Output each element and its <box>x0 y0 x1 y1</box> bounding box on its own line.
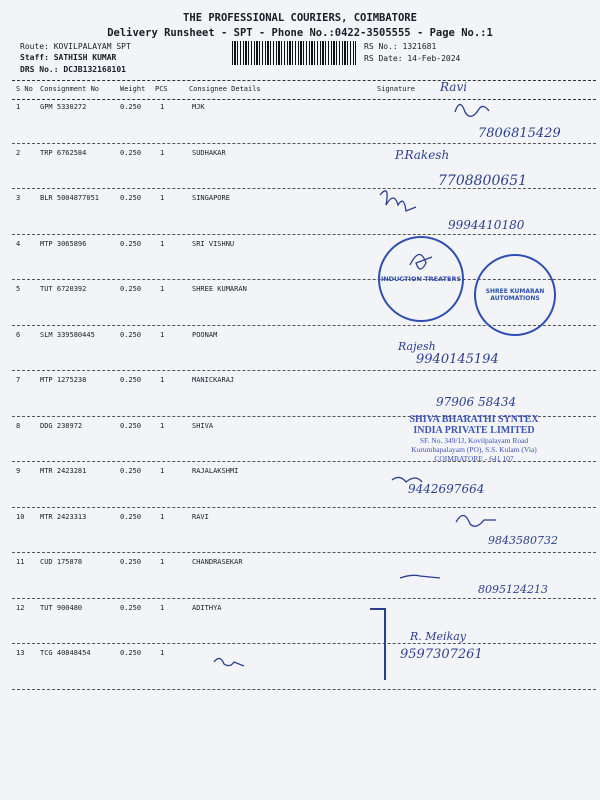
rs-date-label: RS Date: <box>364 54 403 63</box>
stamp-induction-treaters <box>378 236 464 322</box>
col-sno: S No <box>16 85 33 93</box>
cell-weight: 0.250 <box>120 330 142 339</box>
cell-consignment: DDG 238972 <box>40 421 83 430</box>
handwritten-phone: 7806815429 <box>478 126 561 141</box>
cell-weight: 0.250 <box>120 467 142 475</box>
cell-consignment: GPM 5330272 <box>40 103 87 111</box>
signature-mark-12 <box>370 608 386 680</box>
signature-1 <box>455 105 489 117</box>
cell-sno: 7 <box>16 376 21 384</box>
cell-consignee: SHREE KUMARAN <box>192 285 247 293</box>
cell-pcs: 1 <box>160 194 165 202</box>
handwritten-name: Rajesh <box>398 340 436 353</box>
drs-label: DRS No.: <box>20 65 59 74</box>
document-subtitle: Delivery Runsheet - SPT - Phone No.:0422-3505555 - Page No.:1 <box>107 27 493 39</box>
cell-consignment: MTP 1275238 <box>40 376 87 384</box>
cell-consignment: TUT 900480 <box>40 603 83 612</box>
handwritten-phone: 9843580732 <box>488 534 558 547</box>
signature-3 <box>380 191 416 211</box>
cell-consignee: SUDHAKAR <box>192 148 226 157</box>
col-signature: Signature <box>377 85 415 93</box>
company-address-1: SF. No. 349/1J, Kovilpalayam Road <box>419 436 529 445</box>
cell-pcs: 1 <box>160 330 165 339</box>
cell-pcs: 1 <box>160 103 165 111</box>
handwritten-name: R. Meikay <box>410 630 467 643</box>
cell-pcs: 1 <box>160 512 165 521</box>
handwritten-phone: 9442697664 <box>408 482 485 496</box>
cell-consignee: POONAM <box>192 330 218 339</box>
cell-consignee: RAJALAKSHMI <box>192 467 239 475</box>
cell-sno: 5 <box>16 285 21 293</box>
cell-consignee: SHIVA <box>192 421 214 430</box>
company-name-2: INDIA PRIVATE LIMITED <box>413 425 535 436</box>
signature-9 <box>392 477 422 482</box>
staff-value: SATHISH KUMAR <box>53 53 117 62</box>
col-weight: Weight <box>120 85 146 93</box>
cell-consignment: TUT 6720392 <box>40 285 87 293</box>
handwritten-phone: 97906 58434 <box>436 395 517 409</box>
cell-pcs: 1 <box>160 239 165 248</box>
col-pcs: PCS <box>155 85 168 93</box>
cell-weight: 0.250 <box>120 285 142 293</box>
staff-label: Staff: <box>20 53 49 62</box>
rs-no-label: RS No.: <box>364 42 398 51</box>
cell-sno: 1 <box>16 103 21 111</box>
cell-pcs: 1 <box>160 558 165 566</box>
cell-sno: 8 <box>16 421 21 430</box>
cell-weight: 0.250 <box>120 558 142 566</box>
cell-consignee: SRI VISHNU <box>192 239 235 248</box>
cell-consignment: BLR 5004877051 <box>40 194 100 202</box>
stamp-shree-kumaran <box>474 254 556 336</box>
cell-sno: 6 <box>16 330 21 339</box>
signature-13 <box>214 658 244 666</box>
handwritten-phone: 9940145194 <box>416 352 499 367</box>
cell-pcs: 1 <box>160 649 165 657</box>
cell-pcs: 1 <box>160 421 165 430</box>
cell-weight: 0.250 <box>120 421 142 430</box>
document-title: THE PROFESSIONAL COURIERS, COIMBATORE <box>183 12 417 24</box>
cell-sno: 13 <box>16 649 25 657</box>
cell-weight: 0.250 <box>120 603 142 612</box>
cell-sno: 4 <box>16 239 21 248</box>
cell-pcs: 1 <box>160 603 165 612</box>
stamp-text: SHREE KUMARAN AUTOMATIONS <box>485 288 545 302</box>
col-consignee: Consignee Details <box>189 85 261 93</box>
company-name-1: SHIVA BHARATHI SYNTEX <box>409 414 539 425</box>
handwritten-phone: 9597307261 <box>400 647 483 662</box>
cell-consignment: TCG 40848454 <box>40 649 91 657</box>
signature-10 <box>456 515 496 526</box>
cell-sno: 10 <box>16 512 25 521</box>
cell-consignment: CUD 175878 <box>40 558 83 566</box>
drs-value: DCJB132168101 <box>63 65 126 74</box>
cell-pcs: 1 <box>160 376 165 384</box>
cell-weight: 0.250 <box>120 148 142 157</box>
cell-weight: 0.250 <box>120 194 142 202</box>
cell-consignee: CHANDRASEKAR <box>192 558 243 566</box>
rs-date-value: 14-Feb-2024 <box>407 54 461 63</box>
cell-consignment: MTR 2423281 <box>40 467 87 475</box>
rs-no-value: 1321681 <box>402 42 437 51</box>
route-label: Route: <box>20 42 49 51</box>
cell-consignment: TRP 6762584 <box>40 148 87 157</box>
cell-weight: 0.250 <box>120 376 142 384</box>
cell-consignee: RAVI <box>192 512 209 521</box>
handwritten-phone: 7708800651 <box>438 173 528 189</box>
cell-consignment: SLM 339580445 <box>40 330 95 339</box>
cell-weight: 0.250 <box>120 239 142 248</box>
cell-sno: 9 <box>16 467 21 475</box>
cell-sno: 3 <box>16 194 21 202</box>
cell-pcs: 1 <box>160 285 165 293</box>
cell-sno: 12 <box>16 603 25 612</box>
signature-11 <box>400 575 440 578</box>
cell-consignee: MJK <box>192 103 205 111</box>
cell-sno: 2 <box>16 148 21 157</box>
cell-weight: 0.250 <box>120 512 142 521</box>
route-value: KOVILPALAYAM SPT <box>53 42 131 51</box>
stamp-text: INDUCTION TREATERS <box>380 275 462 283</box>
cell-consignee: SINGAPORE <box>192 194 230 202</box>
cell-consignee: ADITHYA <box>192 603 222 612</box>
company-stamp <box>384 414 564 463</box>
company-address-2: Kurumbapalayam (PO), S.S. Kulam (Via) <box>411 445 537 454</box>
cell-consignment: MTP 3065896 <box>40 239 87 248</box>
cell-pcs: 1 <box>160 148 165 157</box>
handwritten-phone: 9994410180 <box>448 218 525 232</box>
cell-pcs: 1 <box>160 467 165 475</box>
handwritten-scribble: Ravi <box>440 80 468 94</box>
handwritten-phone: 8095124213 <box>478 583 548 596</box>
company-address-3: COIMBATORE - 641 107 <box>434 454 514 463</box>
col-consignment: Consignment No <box>40 85 100 93</box>
cell-weight: 0.250 <box>120 649 142 657</box>
cell-consignee: MANICKARAJ <box>192 376 235 384</box>
cell-weight: 0.250 <box>120 103 142 111</box>
cell-sno: 11 <box>16 558 25 566</box>
handwritten-name: P.Rakesh <box>395 148 450 162</box>
cell-consignment: MTR 2423313 <box>40 512 87 521</box>
